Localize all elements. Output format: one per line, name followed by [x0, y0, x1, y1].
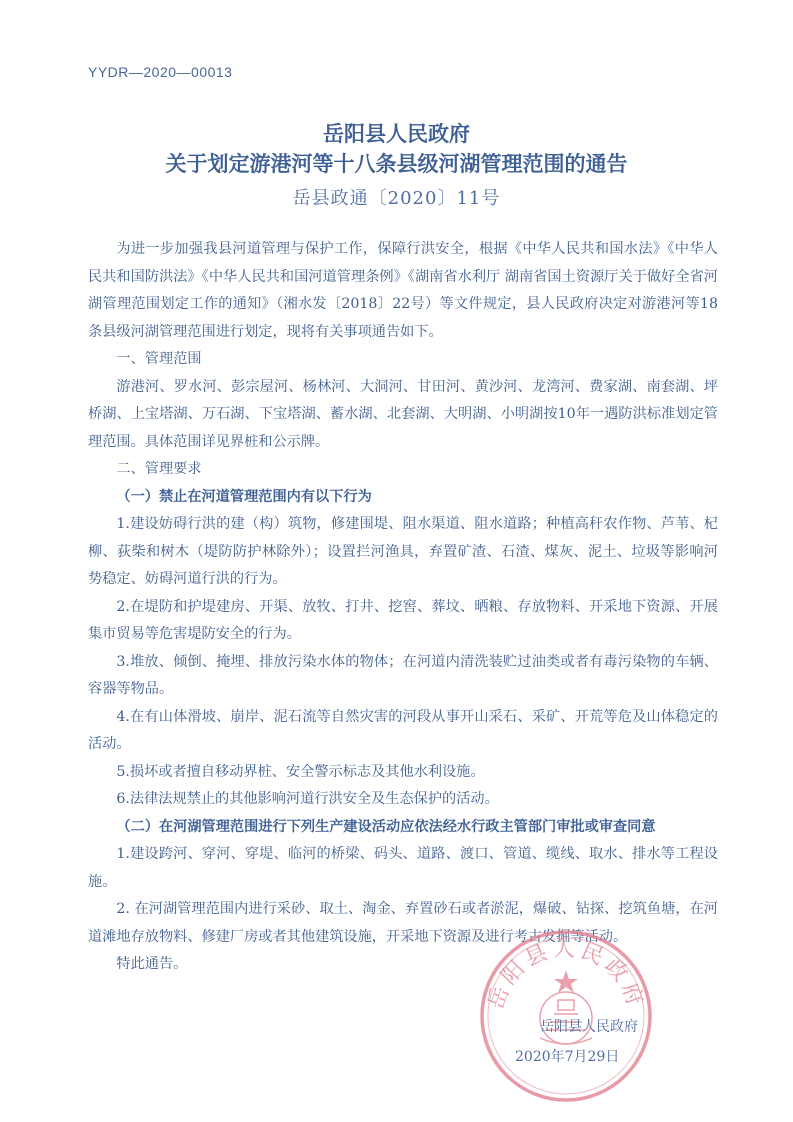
document-body — [88, 236, 718, 979]
sub1-heading: （一）禁止在河道管理范围内有以下行为 — [116, 488, 372, 505]
notice-title: 关于划定游港河等十八条县级河湖管理范围的通告 — [165, 151, 628, 176]
seal-text: 岳阳县人民政府 — [483, 937, 649, 1013]
document-number: 岳县政通〔2020〕11号 — [292, 188, 501, 209]
sub1-item: 1.建设妨碍行洪的建（构）筑物，修建围堤、阻水渠道、阻水道路；种植高秆农作物、芦苇、杞柳、荻柴和树木（堤防防护林除外）；设置拦河渔具，弃置矿渣、石渣、煤灰、泥土、垃圾等影响河势稳定、妨碍河道行洪的行为。 — [88, 516, 718, 587]
intro-paragraph: 为进一步加强我县河道管理与保护工作，保障行洪安全，根据《中华人民共和国水法》《中华人民共和国防洪法》《中华人民共和国河道管理条例》《湖南省水利厅 湖南省国土资源厅关于做好全省河湖管理范围划定工作的通知》（湘水发〔2018〕22号）等文件规定，县人民政府决定对游港河等18条县级河湖管理范围进行划定，现将有关事项通告如下。 — [88, 241, 718, 340]
signature-issuer: 岳阳县人民政府 — [540, 1019, 638, 1035]
document-id: YYDR—2020—00013 — [88, 64, 233, 80]
sub2-heading: （二）在河湖管理范围进行下列生产建设活动应依法经水行政主管部门审批或审查同意 — [116, 818, 656, 835]
section2-heading: 二、管理要求 — [116, 461, 202, 477]
signature-date: 2020年7月29日 — [515, 1049, 620, 1065]
sub1-item: 2.在堤防和护堤建房、开渠、放牧、打井、挖窖、葬坟、晒粮、存放物料、开采地下资源、开展集市贸易等危害堤防安全的行为。 — [88, 598, 718, 642]
sub1-item: 3.堆放、倾倒、掩埋、排放污染水体的物体；在河道内清洗装贮过油类或者有毒污染物的车辆、容器等物品。 — [88, 653, 718, 697]
sub2-item: 1.建设跨河、穿河、穿堤、临河的桥梁、码头、道路、渡口、管道、缆线、取水、排水等工程设施。 — [88, 846, 718, 890]
issuer-title: 岳阳县人民政府 — [323, 121, 470, 146]
sub2-item: 2. 在河湖管理范围内进行采砂、取土、淘金、弃置砂石或者淤泥，爆破、钻探、挖筑鱼塘，在河道滩地存放物料、修建厂房或者其他建筑设施，开采地下资源及进行考古发掘等活动。 — [88, 901, 718, 945]
sub1-item: 6.法律法规禁止的其他影响河道行洪安全及生态保护的活动。 — [116, 791, 499, 807]
sub1-item: 5.损坏或者擅自移动界桩、安全警示标志及其他水利设施。 — [116, 763, 485, 780]
closing-text: 特此通告。 — [116, 956, 188, 972]
section1-heading: 一、管理范围 — [116, 351, 202, 367]
section1-text: 游港河、罗水河、彭宗屋河、杨林河、大洞河、甘田河、黄沙河、龙湾河、费家湖、南套湖、坪桥湖、上宝塔湖、万石湖、下宝塔湖、蓄水湖、北套湖、大明湖、小明湖按10年一遇防洪标准划定管理范围。具体范围详见界桩和公示牌。 — [88, 378, 718, 450]
sub1-item: 4.在有山体滑坡、崩岸、泥石流等自然灾害的河段从事开山采石、采矿、开荒等危及山体稳定的活动。 — [88, 708, 718, 752]
